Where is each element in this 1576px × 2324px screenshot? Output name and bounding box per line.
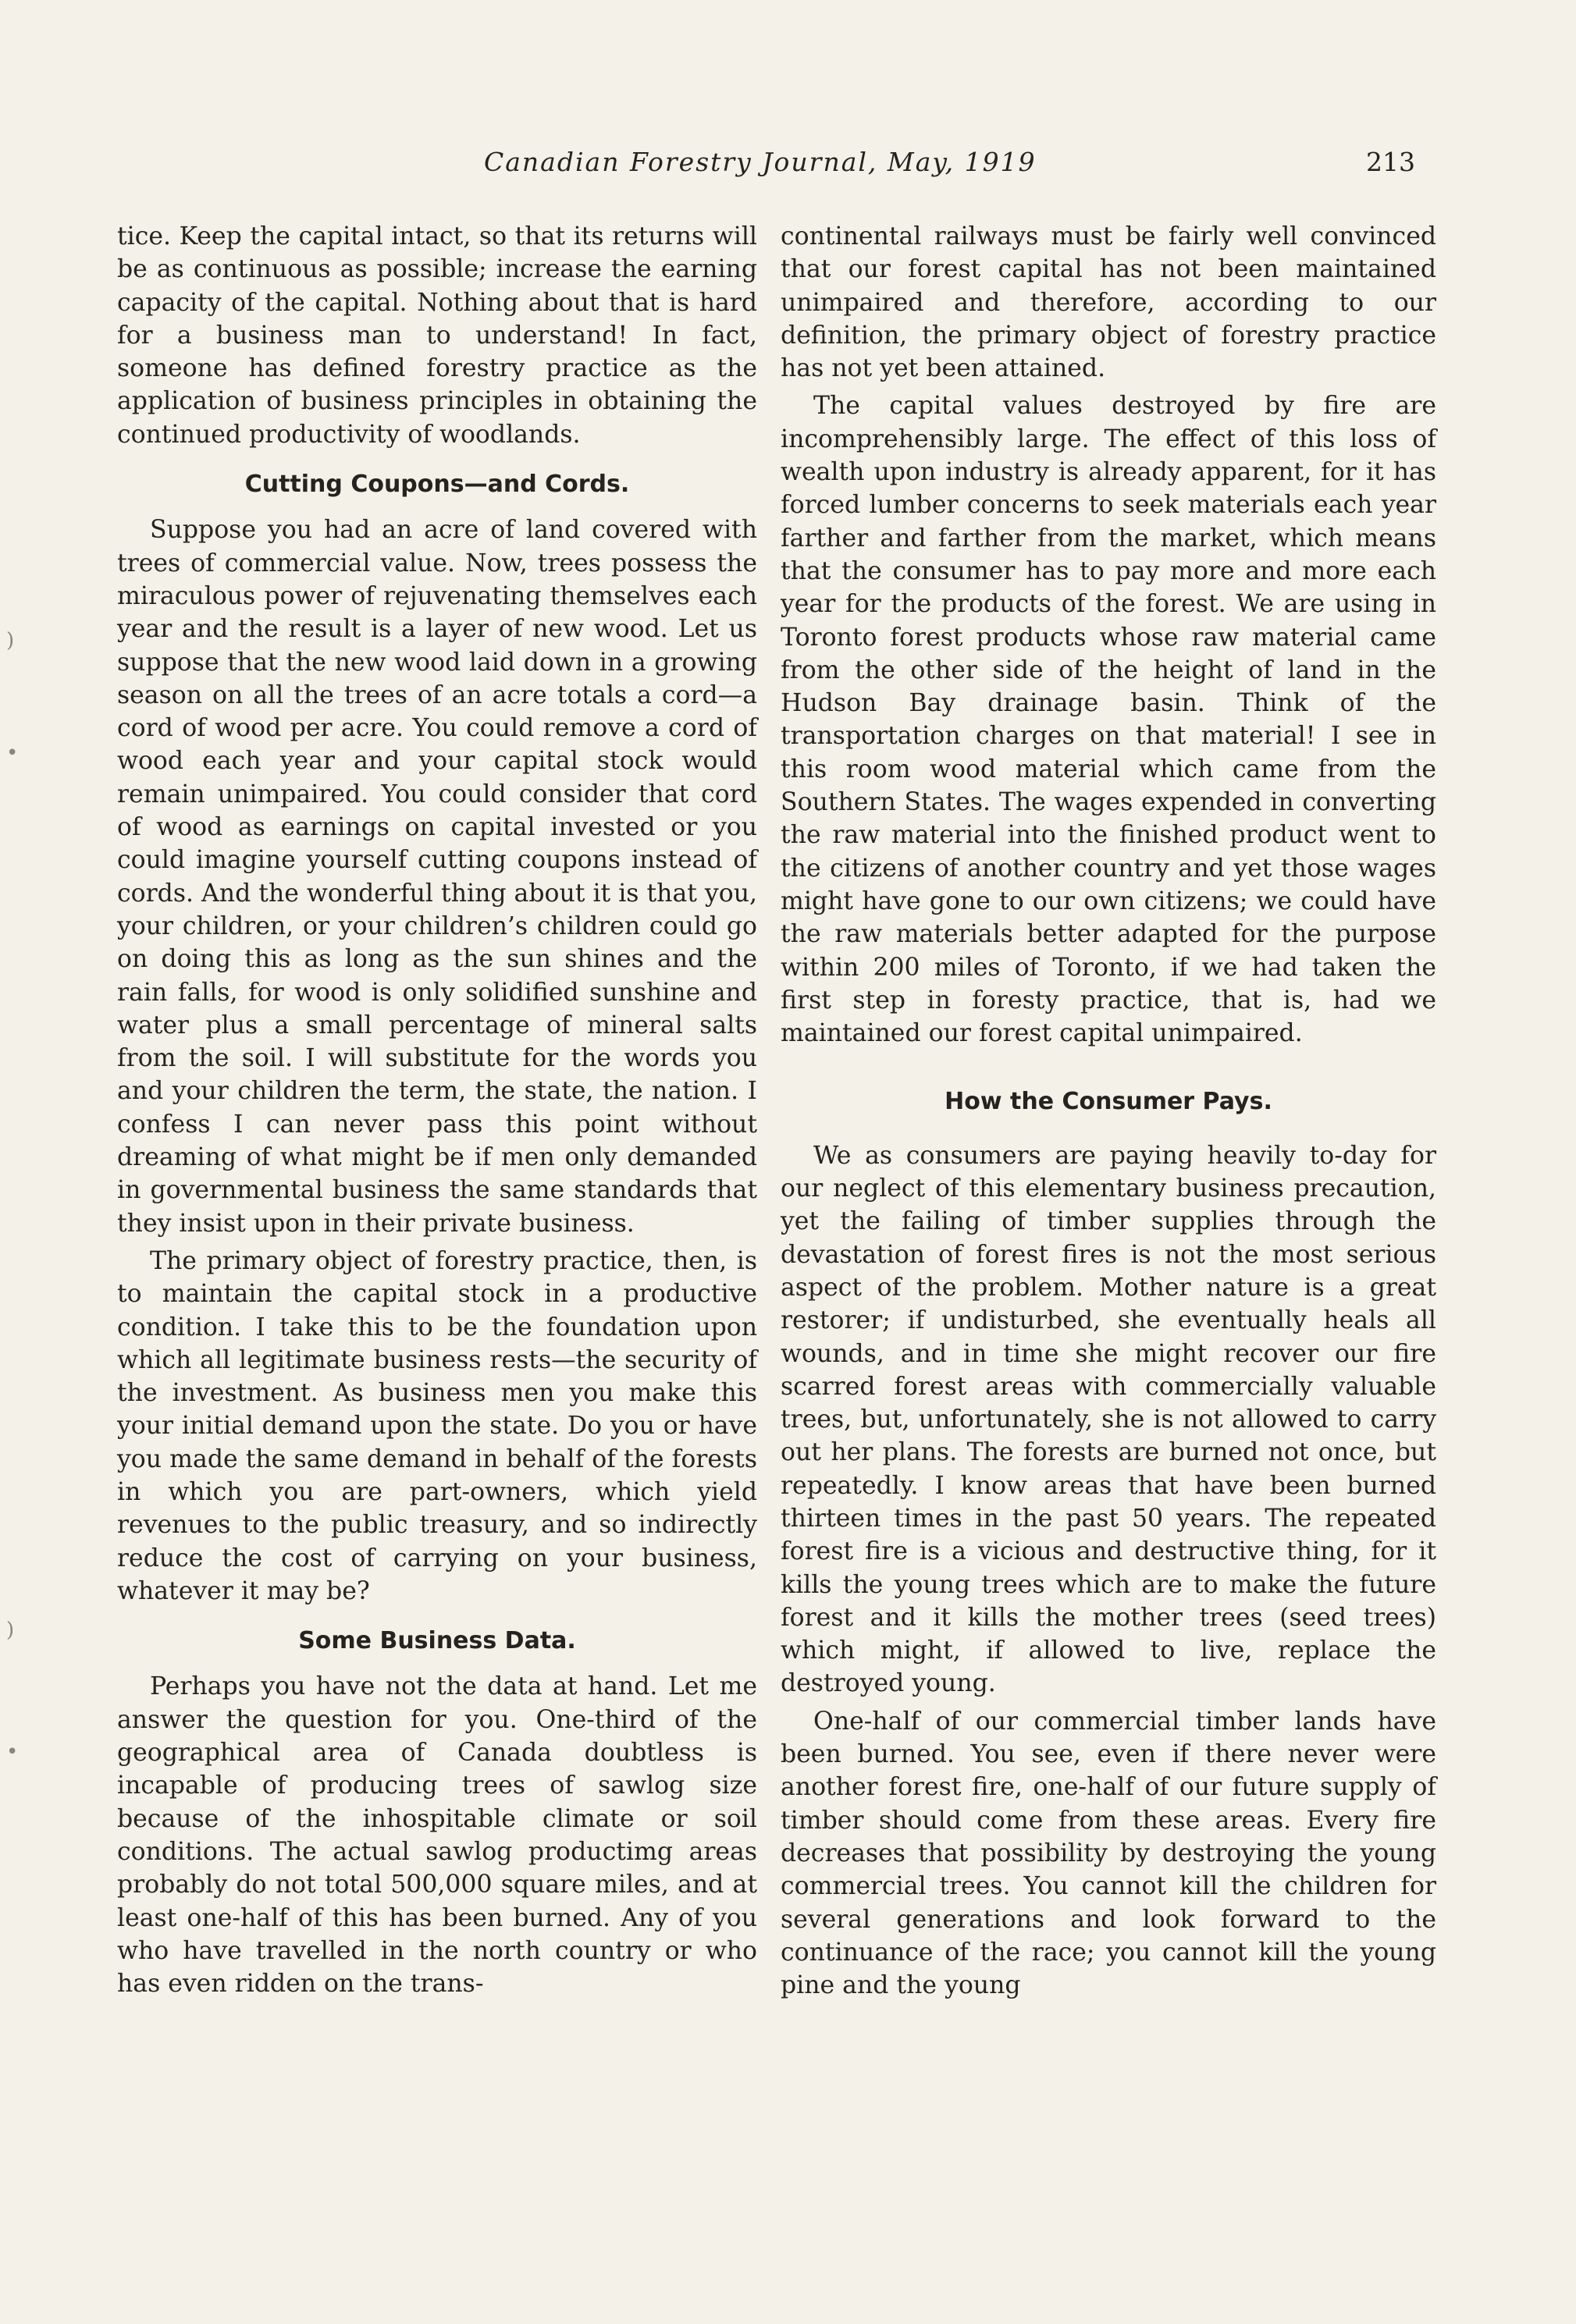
margin-mark: ): [6, 1619, 15, 1642]
running-head: Canadian Forestry Journal, May, 1919: [484, 147, 1037, 177]
paragraph: tice. Keep the capital intact, so that its returns will be as continuous as possible; increase the earning capacity of the capital. Nothing about that is hard for a business man to understand! In fact, someone has defined forestry practice as the application of business principles in obtaining the continued productivity of woodlands.: [117, 222, 757, 449]
paragraph: Perhaps you have not the data at hand. Let me answer the question for you. One-third of the geographical area of Canada doubtless is incapable of producing trees of sawlog size because of the inhospitable climate or soil conditions. The actual sawlog productimg areas probably do not total 500,000 square miles, and at least one-half of this has been burned. Any of you who have travelled in the north country or who has even ridden on the trans-: [117, 1672, 757, 1999]
page-number: 213: [1366, 147, 1415, 177]
paragraph: Suppose you had an acre of land covered with trees of commercial value. Now, trees possess the miraculous power of rejuvenating themselves each year and the result is a layer of new wood. Let us suppose that the new wood laid down in a growing season on all the trees of an acre totals a cord—a cord of wood per acre. You could remove a cord of wood each year and your capital stock would remain unimpaired. You could consider that cord of wood as earnings on capital invested or you could imagine yourself cutting coupons instead of cords. And the wonderful thing about it is that you, your children, or your children’s children could go on doing this as long as the sun shines and the rain falls, for wood is only solidified sunshine and water plus a small percentage of mineral salts from the soil. I will substitute for the words you and your children the term, the state, the nation. I confess I can never pass this point without dreaming of what might be if men only demanded in governmental business the same standards that they insist upon in their private business.: [117, 516, 757, 1238]
right-column: [781, 220, 1436, 2006]
page-header: [0, 147, 1576, 186]
paragraph: The primary object of forestry practice, then, is to maintain the capital stock in a productive condition. I take this to be the foundation upon which all legitimate business rests—the security of the investment. As business men you make this your initial demand upon the state. Do you or have you made the same demand in behalf of the forests in which you are part-owners, which yield revenues to the public treasury, and so indirectly reduce the cost of carrying on your business, whatever it may be?: [117, 1246, 757, 1605]
section-heading-cutting-coupons: Cutting Coupons—and Cords.: [244, 471, 630, 499]
section-heading-business-data: Some Business Data.: [298, 1627, 576, 1655]
paragraph: One-half of our commercial timber lands have been burned. You see, even if there never were another forest fire, one-half of our future supply of timber should come from these areas. Every fire decreases that possibility by destroying the young commercial trees. You cannot kill the children for several generations and look forward to the continuance of the race; you cannot kill the young pine and the young: [781, 1707, 1436, 2000]
margin-mark: •: [6, 741, 19, 765]
paragraph: continental railways must be fairly well convinced that our forest capital has not been maintained unimpaired and therefore, according to our definition, the primary object of forestry practice has not yet been attained.: [781, 222, 1436, 383]
margin-mark: •: [6, 1740, 19, 1764]
paragraph: The capital values destroyed by fire are incomprehensibly large. The effect of this loss of wealth upon industry is already apparent, for it has forced lumber concerns to seek materials each year farther and farther from the market, which means that the consumer has to pay more and more each year for the products of the forest. We are using in Toronto forest products whose raw material came from the other side of the height of land in the Hudson Bay drainage basin. Think of the transportation charges on that material! I see in this room wood material which came from the Southern States. The wages expended in converting the raw material into the finished product went to the citizens of another country and yet those wages might have gone to our own citizens; we could have the raw materials better adapted for the purpose within 200 miles of Toronto, if we had taken the first step in foresty practice, that is, had we maintained our forest capital unimpaired.: [781, 392, 1436, 1048]
margin-mark: ): [6, 629, 15, 652]
paragraph: We as consumers are paying heavily to-day for our neglect of this elementary business precaution, yet the failing of timber supplies through the devastation of forest fires is not the most serious aspect of the problem. Mother nature is a great restorer; if undisturbed, she eventually heals all wounds, and in time she might recover our fire scarred forest areas with commercially valuable trees, but, unfortunately, she is not allowed to carry out her plans. The forests are burned not once, but repeatedly. I know areas that have been burned thirteen times in the past 50 years. The repeated forest fire is a vicious and destructive thing, for it kills the young trees which are to make the future forest and it kills the mother trees (seed trees) which might, if allowed to live, replace the destroyed young.: [781, 1141, 1436, 1698]
section-heading-consumer-pays: How the Consumer Pays.: [945, 1088, 1272, 1116]
left-column: [117, 220, 757, 2005]
